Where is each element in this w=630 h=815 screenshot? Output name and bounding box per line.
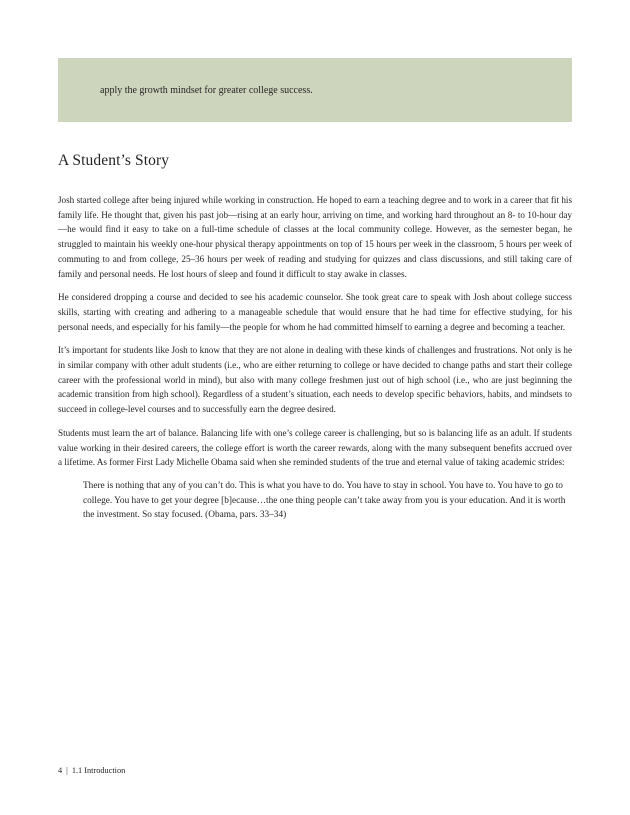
paragraph-1: Josh started college after being injured while working in construction. He hoped to earn a teaching degree and to work in a career that fit his family life. He thought that, given his past job—rising at an early hour, arriving on time, and working hard throughout an 8- to 10-hour day—he would find it easy to take on a full-time schedule of classes at the local community college. However, as the semester began, he struggled to maintain his weekly one-hour physical therapy appointments on top of 15 hours per week in the classroom, 5 hours per week of commuting to and from college, 25–36 hours per week of reading and studying for quizzes and class discussions, and still taking care of family and personal needs. He lost hours of sleep and found it difficult to stay awake in classes.: [58, 195, 572, 279]
callout-box: [58, 58, 572, 122]
paragraph-2: He considered dropping a course and decided to see his academic counselor. She took great care to speak with Josh about college success skills, starting with creating and adhering to a manageable schedule that would ensure that he had time for effective studying, for his personal needs, and especially for his family—the people for whom he had committed himself to earning a degree and becoming a teacher.: [58, 292, 572, 332]
block-quote: There is nothing that any of you can’t do. This is what you have to do. You have to stay in school. You have to. You have to go to college. You have to get your degree [b]ecause…the one thing people can’t take away from you is your education. And it is worth the investment. So stay focused. (Obama, pars. 33–34): [83, 480, 566, 521]
callout-text: apply the growth mindset for greater college success.: [100, 85, 313, 96]
page-number: 4: [58, 766, 63, 775]
body-content: [58, 193, 572, 523]
footer-section-label: 1.1 Introduction: [71, 766, 126, 775]
page-footer: [58, 766, 125, 775]
section-heading: A Student’s Story: [58, 152, 170, 169]
paragraph-4: Students must learn the art of balance. Balancing life with one’s college career is challenging, but so is balancing life as an adult. If students value working in their desired careers, the college effort is worth the career rewards, along with the many subsequent benefits accrued over a lifetime. As former First Lady Michelle Obama said when she reminded students of the true and eternal value of taking academic strides:: [58, 427, 572, 468]
paragraph-3: It’s important for students like Josh to know that they are not alone in dealing with these kinds of challenges and frustrations. Not only is he in similar company with other adult students (i.e., who are either returning to college or have decided to change paths and start their college career with the professional world in mind), but also with many college freshmen just out of high school (i.e., who are just beginning the academic transition from high school). Regardless of a student’s situation, each needs to develop specific behaviors, habits, and mindsets to succeed in college-level courses and to successfully earn the degree desired.: [58, 345, 572, 415]
footer-separator: |: [66, 766, 68, 775]
